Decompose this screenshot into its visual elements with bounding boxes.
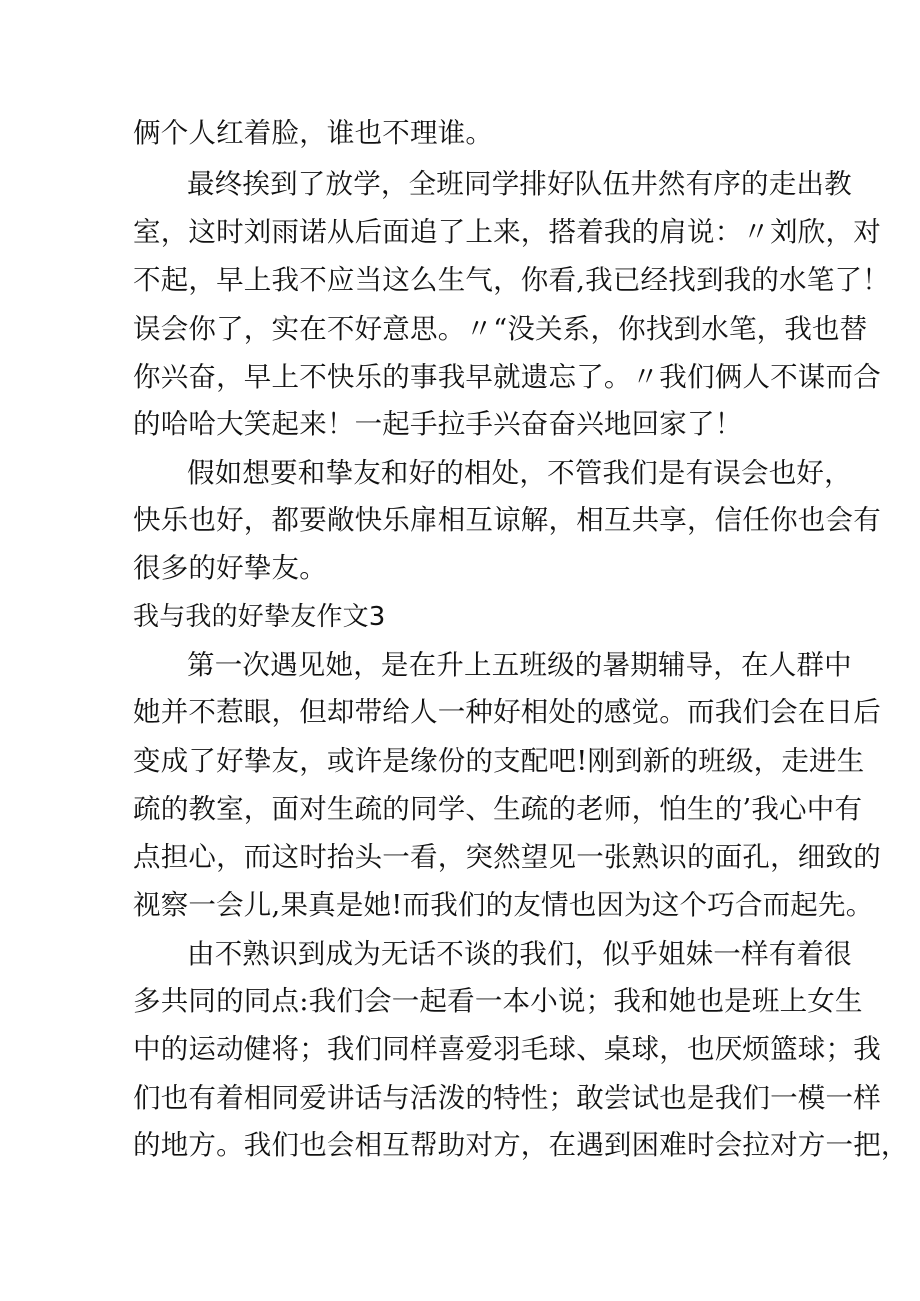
text-line: 你兴奋，早上不快乐的事我早就遗忘了。〃我们俩人不谋而合 [133, 361, 881, 393]
text-line: 俩个人红着脸，谁也不理谁。 [133, 117, 494, 149]
text-line: 不起，早上我不应当这么生气，你看,我已经找到我的水笔了！ [133, 264, 890, 296]
paragraph-start-line: 第一次遇见她，是在升上五班级的暑期辅导，在人群中 [187, 649, 852, 681]
text-line: 室，这时刘雨诺从后面追了上来，搭着我的肩说：〃刘欣，对 [133, 216, 881, 248]
text-line: 的地方。我们也会相互帮助对方，在遇到困难时会拉对方一把， [133, 1129, 909, 1161]
text-line: 多共同的同点:我们会一起看一本小说；我和她也是班上女生 [133, 985, 863, 1017]
text-line: 们也有着相同爱讲话与活泼的特性；敢尝试也是我们一模一样 [133, 1082, 881, 1114]
paragraph-start-line: 假如想要和挚友和好的相处，不管我们是有误会也好， [187, 457, 852, 489]
text-line: 疏的教室，面对生疏的同学、生疏的老师，怕生的’我心中有 [133, 793, 863, 825]
text-line: 变成了好挚友，或许是缘份的支配吧!刚到新的班级，走进生 [133, 745, 865, 777]
paragraph-start-line: 由不熟识到成为无话不谈的我们，似乎姐妹一样有着很 [187, 938, 852, 970]
text-line: 她并不惹眼，但却带给人一种好相处的感觉。而我们会在日后 [133, 696, 881, 728]
paragraph-start-line: 最终挨到了放学，全班同学排好队伍井然有序的走出教 [187, 168, 852, 200]
text-line: 中的运动健将；我们同样喜爱羽毛球、桌球，也厌烦篮球；我 [133, 1033, 881, 1065]
text-line: 视察一会儿,果真是她!而我们的友情也因为这个巧合而起先。 [133, 889, 874, 921]
text-line: 快乐也好，都要敞快乐扉相互谅解，相互共享，信任你也会有 [133, 504, 881, 536]
text-line: 的哈哈大笑起来！一起手拉手兴奋奋兴地回家了！ [133, 408, 743, 440]
text-line: 误会你了，实在不好意思。〃“没关系，你找到水笔，我也替 [133, 313, 868, 345]
text-line: 点担心，而这时抬头一看，突然望见一张熟识的面孔，细致的 [133, 841, 881, 873]
section-heading: 我与我的好挚友作文3 [133, 602, 386, 632]
text-line: 很多的好挚友。 [133, 552, 327, 584]
